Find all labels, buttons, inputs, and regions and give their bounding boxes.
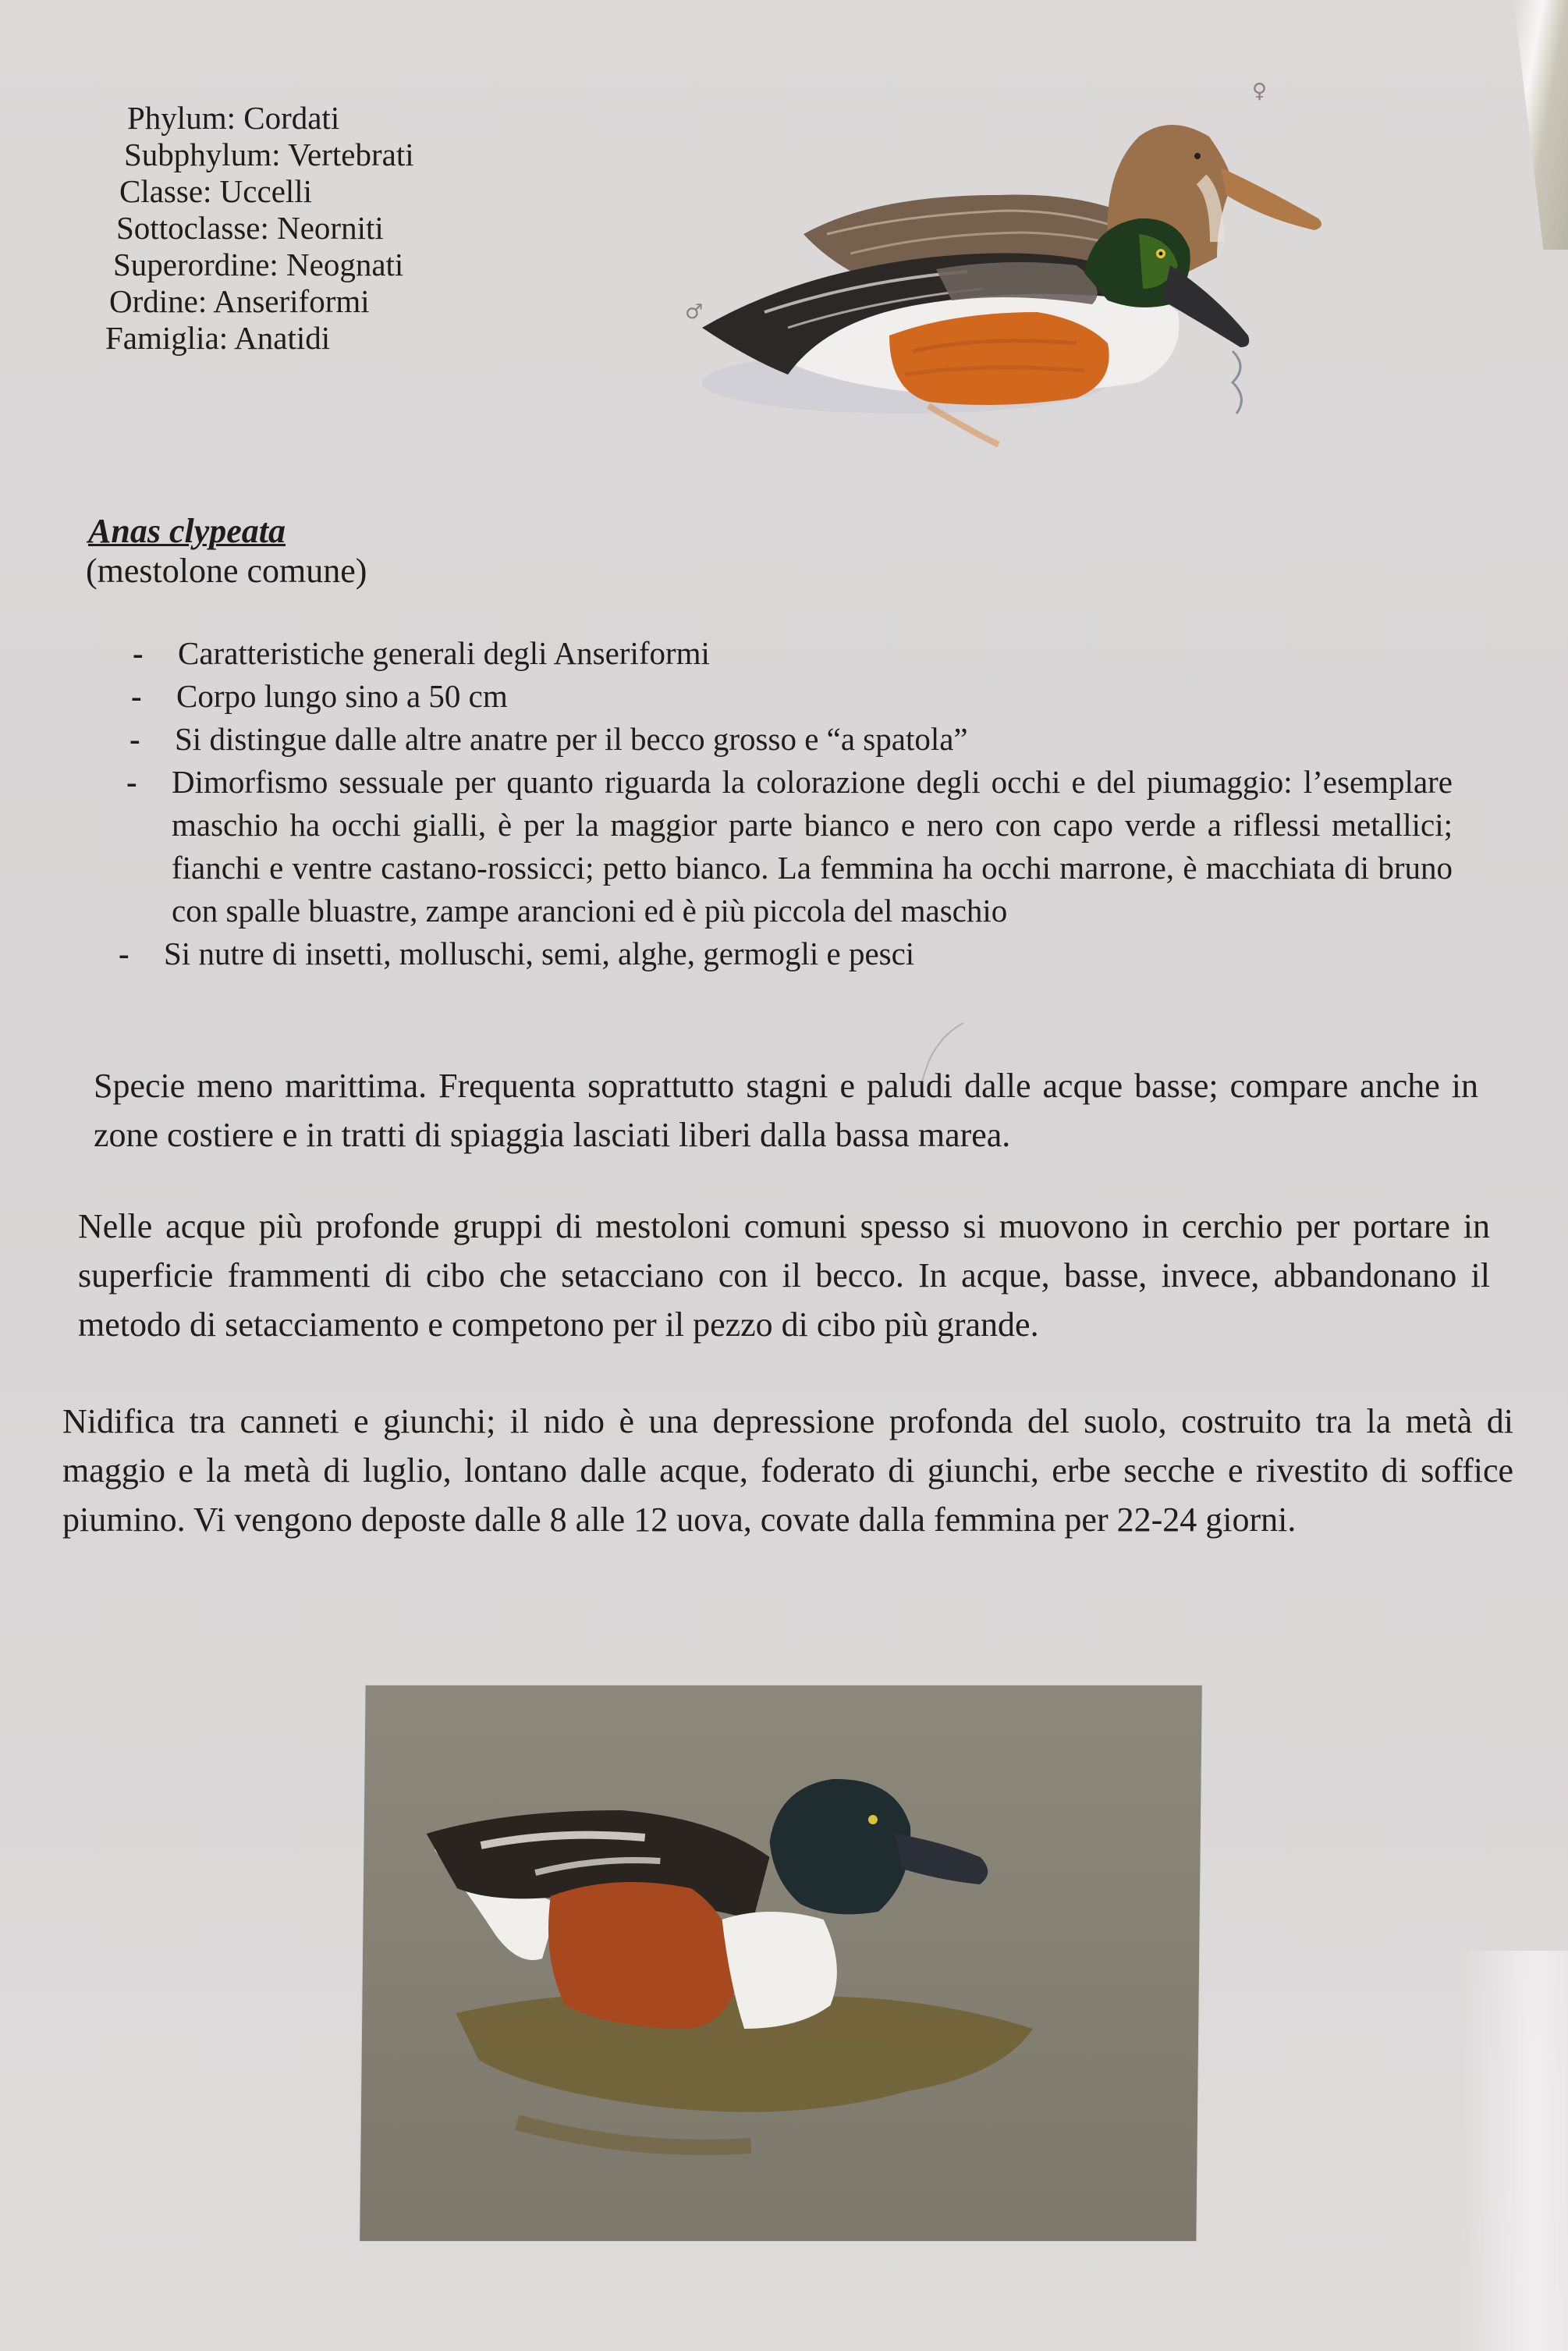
list-item (119, 932, 1367, 975)
bullet-text: Si nutre di insetti, molluschi, semi, alghe, germogli e pesci (164, 936, 915, 971)
taxonomy-ordine: Ordine: Anseriformi (109, 283, 370, 319)
female-symbol-icon: ♀ (1252, 80, 1268, 103)
list-item (129, 718, 1378, 761)
feeding-paragraph: Nelle acque più profonde gruppi di mestoloni comuni spesso si muovono in cerchio per portare in superficie frammenti di cibo che setacciano con il becco. In acque, basse, invece, abbandonano il metodo di setacciamento e competono per il pezzo di cibo più grande. (78, 1207, 1490, 1344)
taxonomy-superordine: Superordine: Neognati (113, 247, 404, 282)
taxonomy-list (105, 100, 414, 357)
characteristics-list (119, 632, 1453, 975)
bullet-dash: - (129, 721, 140, 757)
bullet-text: Dimorfismo sessuale per quanto riguarda la colorazione degli occhi e del piumaggio: l’esemplare maschio ha occhi gialli, è per la maggior parte bianco e nero con capo verde a riflessi metallici; fianchi e ventre castano-rossicci; petto bianco. La femmina ha occhi marrone, è macchiata di bruno con spalle bluastre, zampe arancioni ed è più piccola del maschio (172, 764, 1453, 929)
shoveler-illustration (671, 78, 1357, 453)
bullet-text: Corpo lungo sino a 50 cm (176, 678, 508, 714)
taxonomy-sottoclasse: Sottoclasse: Neorniti (116, 210, 384, 246)
bullet-dash: - (133, 635, 144, 671)
duck-pair-drawing-icon (671, 78, 1357, 453)
male-symbol-icon: ♂ (685, 300, 704, 324)
species-title-block (88, 511, 367, 591)
taxonomy-subphylum: Subphylum: Vertebrati (124, 137, 414, 172)
taxonomy-famiglia: Famiglia: Anatidi (105, 320, 331, 356)
bullet-dash: - (131, 678, 142, 714)
list-item (133, 632, 1381, 675)
habitat-paragraph: Specie meno marittima. Frequenta soprattutto stagni e paludi dalle acque basse; compare anche in zone costiere e in tratti di spiaggia lasciati liberi dalla bassa marea. (94, 1067, 1478, 1154)
shoveler-photo (360, 1685, 1201, 2241)
bullet-text: Si distingue dalle altre anatre per il becco grosso e “a spatola” (175, 721, 968, 757)
bullet-dash: - (126, 764, 137, 800)
duck-photo-icon (360, 1685, 1201, 2241)
taxonomy-classe: Classe: Uccelli (119, 173, 313, 209)
species-common-name: (mestolone comune) (86, 552, 367, 590)
bullet-dash: - (119, 936, 129, 971)
species-scientific-name: Anas clypeata (88, 512, 286, 550)
nesting-paragraph: Nidifica tra canneti e giunchi; il nido è una depressione profonda del suolo, costruito tra la metà di maggio e la metà di luglio, lontano dalle acque, foderato di giunchi, erbe secche e rivestito di soffice piumino. Vi vengono deposte dalle 8 alle 12 uova, covate dalla femmina per 22-24 giorni. (62, 1402, 1513, 1539)
taxonomy-phylum: Phylum: Cordati (127, 100, 340, 136)
light-glare (1459, 1951, 1568, 2351)
bullet-text: Caratteristiche generali degli Anseriformi (178, 635, 710, 671)
list-item (131, 675, 1379, 718)
list-item (126, 761, 1453, 932)
